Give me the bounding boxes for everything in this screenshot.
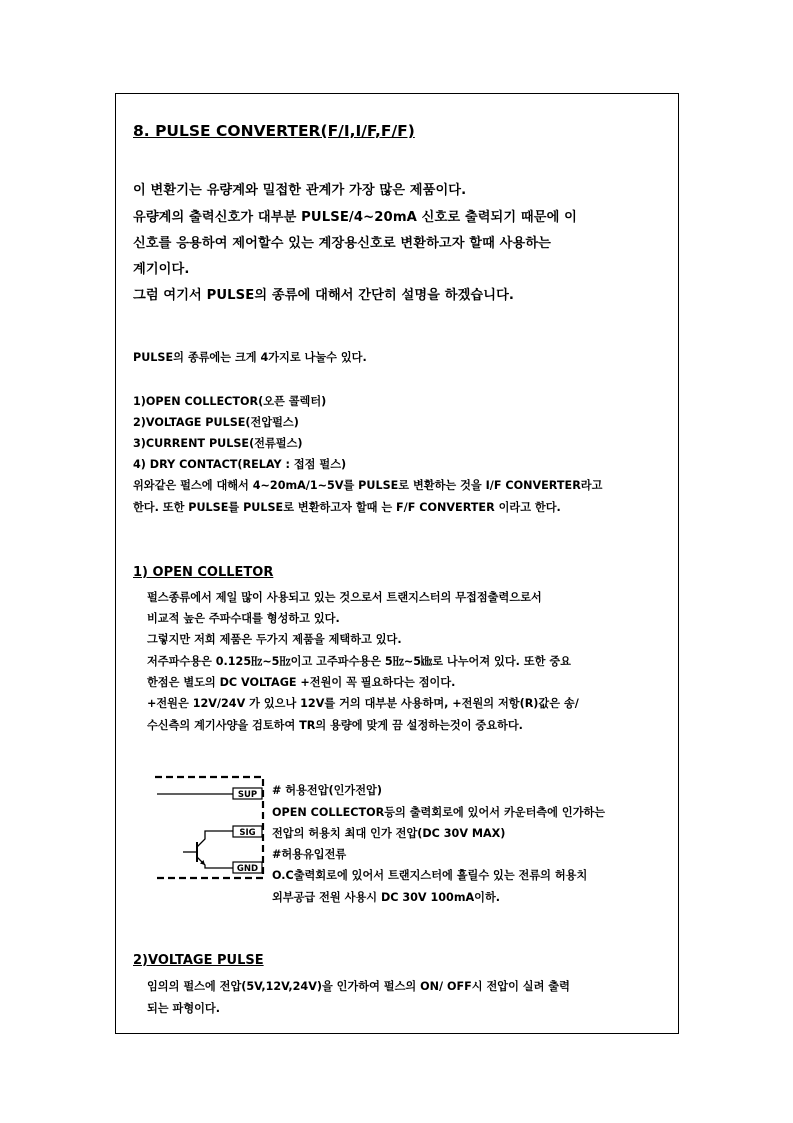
type-item: 4) DRY CONTACT(RELAY : 접점 펄스) [133, 458, 347, 471]
open-collector-line: 펄스종류에서 제일 많이 사용되고 있는 것으로서 트랜지스터의 무접점출력으로서 [147, 591, 542, 604]
transistor-icon [183, 831, 233, 868]
open-collector-line: 수신측의 계기사양을 검토하여 TR의 용량에 맞게 끔 설정하는것이 중요하다. [147, 719, 523, 732]
intro-line: 계기이다. [133, 262, 190, 277]
sig-terminal-label: SIG [239, 828, 256, 838]
section-title: 8. PULSE CONVERTER(F/I,I/F,F/F) [133, 122, 415, 140]
open-collector-line: 저주파수용은 0.125㎐~5㎐이고 고주파수용은 5㎐~5㎑로 나누어져 있다. 또한 중요 [147, 655, 571, 668]
sup-terminal-label: SUP [237, 790, 258, 800]
diagram-note: O.C출력회로에 있어서 트랜지스터에 흘릴수 있는 전류의 허용치 [272, 869, 588, 882]
voltage-pulse-line: 임의의 펄스에 전압(5V,12V,24V)을 인가하여 펄스의 ON/ OFF시 전압이 실려 출력 [147, 980, 570, 993]
open-collector-line: 비교적 높은 주파수대를 형성하고 있다. [147, 612, 340, 625]
diagram-note: 전압의 허용치 최대 인가 전압(DC 30V MAX) [272, 827, 506, 840]
intro-line: 이 변환기는 유량계와 밀접한 관계가 가장 많은 제품이다. [133, 183, 467, 198]
open-collector-line: 그렇지만 저희 제품은 두가지 제품을 제택하고 있다. [147, 633, 402, 646]
intro-line: 유량계의 출력신호가 대부분 PULSE/4~20mA 신호로 출력되기 때문에 이 [133, 210, 577, 225]
types-intro: PULSE의 종류에는 크게 4가지로 나눌수 있다. [133, 351, 367, 364]
open-collector-line: +전원은 12V/24V 가 있으나 12V를 거의 대부분 사용하며, +전원의 저항(R)값은 송/ [147, 697, 579, 710]
type-item: 1)OPEN COLLECTOR(오픈 콜렉터) [133, 395, 327, 408]
types-summary-line: 위와같은 펄스에 대해서 4~20mA/1~5V를 PULSE로 변환하는 것을 I/F CONVERTER라고 [133, 479, 603, 492]
diagram-note: 외부공급 전원 사용시 DC 30V 100mA이하. [272, 891, 500, 904]
intro-line: 신호를 응용하여 제어할수 있는 계장용신호로 변환하고자 할때 사용하는 [133, 236, 552, 251]
voltage-pulse-line: 되는 파형이다. [147, 1002, 220, 1015]
types-summary-line: 한다. 또한 PULSE를 PULSE로 변환하고자 할때 는 F/F CONVERTER 이라고 한다. [133, 501, 561, 514]
type-item: 2)VOLTAGE PULSE(전압펄스) [133, 416, 299, 429]
intro-line: 그럼 여기서 PULSE의 종류에 대해서 간단히 설명을 하겠습니다. [133, 288, 515, 303]
open-collector-heading: 1) OPEN COLLETOR [133, 565, 274, 580]
diagram-note: OPEN COLLECTOR등의 출력회로에 있어서 카운터측에 인가하는 [272, 806, 606, 819]
open-collector-circuit-diagram [153, 775, 265, 880]
type-item: 3)CURRENT PULSE(전류펄스) [133, 437, 303, 450]
diagram-note: #허용유입전류 [272, 848, 347, 861]
voltage-pulse-heading: 2)VOLTAGE PULSE [133, 953, 264, 968]
diagram-note: # 허용전압(인가전압) [272, 784, 382, 797]
open-collector-line: 한점은 별도의 DC VOLTAGE +전원이 꼭 필요하다는 점이다. [147, 676, 456, 689]
gnd-terminal-label: GND [236, 864, 259, 874]
